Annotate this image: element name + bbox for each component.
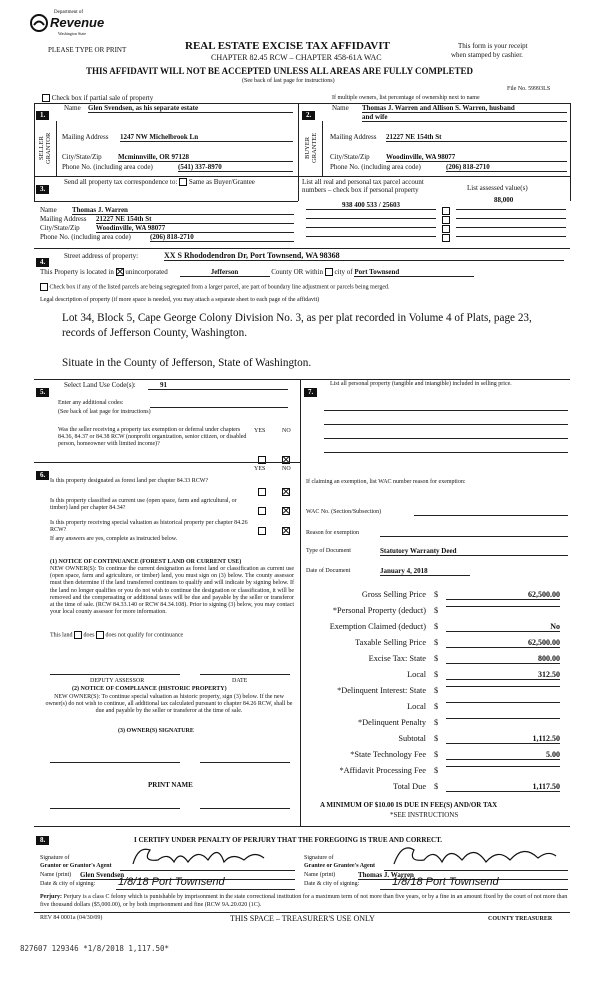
situate: Situate in the County of Jefferson, State of Washington.: [62, 357, 312, 369]
historic-no-checkbox[interactable]: [282, 527, 290, 535]
tax-row-value: 5.00: [446, 750, 560, 760]
partial-sale-checkbox[interactable]: [42, 94, 50, 102]
legal-description-2: records of Jefferson County, Washington.: [62, 327, 248, 339]
form-title: REAL ESTATE EXCISE TAX AFFIDAVIT: [185, 40, 390, 52]
document-type: Statutory Warranty Deed: [380, 547, 568, 556]
notice-continuance: NEW OWNER(S): To continue the current designation as forest land or classification as current use (open space, farm and agriculture, or timber) land, you must sign on (3) below. The county assessor must then determine if the land transferred continues to qualify and will indicate by signing below. If the land no longer qualifies or you do not wish to continue the designation or classification, it will be removed and the compensating or additional taxes will be due and payable by the seller or transferor at the time of sale. (RCW 84.33.140 or RCW 84.34.108). Prior to signing (3) below, you may contact your local county assessor for more information.: [50, 566, 294, 616]
buyer-phone: (206) 818-2710: [446, 163, 567, 172]
tax-row-currency: $: [434, 606, 439, 615]
buyer-city: Woodinville, WA 98077: [386, 153, 567, 162]
personal-property-checkbox-4[interactable]: [442, 234, 450, 242]
tax-row-value: [446, 686, 560, 687]
perjury-notice: Perjury: Perjury is a class C felony which is punishable by imprisonment in the state correctional institution for a maximum term of not more than five years, or by a fine in an amount fixed by the court of not more than five thousand dollars ($5,000.00), or by both imprisonment and fine (RCW 9A.20.020 (1C).: [40, 894, 568, 908]
seller-city: Mcminnville, OR 97128: [118, 153, 293, 162]
grantor-print-name: Glen Svendsen: [80, 871, 295, 880]
tax-row-value: [446, 766, 560, 767]
tax-row-label: *Affidavit Processing Fee: [339, 766, 426, 775]
grantee-signature: [390, 840, 560, 872]
current-use-yes-checkbox[interactable]: [258, 507, 266, 515]
buyer-address: 21227 NE 154th St: [386, 133, 567, 142]
assessed-value: 88,000: [494, 196, 514, 204]
segregated-checkbox[interactable]: [40, 283, 48, 291]
within-city-checkbox[interactable]: [325, 268, 333, 276]
tax-row-value: [446, 606, 560, 607]
tax-row-label: *Delinquent Penalty: [358, 718, 426, 727]
tax-row-value: No: [446, 622, 560, 632]
tax-row-value: 1,112.50: [446, 734, 560, 744]
file-no: File No. 59993LS: [507, 86, 551, 92]
county: Jefferson: [180, 268, 270, 277]
cashier-stamp: 827607 129346 *1/8/2018 1,117.50*: [20, 944, 170, 953]
unincorporated-checkbox[interactable]: [116, 268, 124, 276]
tax-row-value: 312.50: [446, 670, 560, 680]
tax-row-label: Local: [407, 702, 426, 711]
tax-name: Thomas J. Warren: [72, 206, 294, 215]
buyer-name-1: Thomas J. Warren and Allison S. Warren, husband: [362, 104, 567, 113]
tax-row-label: Taxable Selling Price: [355, 638, 426, 647]
seller-phone: (541) 337-8970: [178, 163, 293, 172]
tax-row-currency: $: [434, 590, 439, 599]
land-use-code: 91: [148, 381, 288, 390]
revenue-logo-icon: [30, 14, 48, 32]
forest-no-checkbox[interactable]: [282, 488, 290, 496]
historic-yes-checkbox[interactable]: [258, 527, 266, 535]
tax-row-label: Total Due: [393, 782, 426, 791]
tax-row-value: [446, 702, 560, 703]
seller-address: 1247 NW Michelbrook Ln: [120, 133, 293, 142]
forest-yes-checkbox[interactable]: [258, 488, 266, 496]
tax-row-label: *State Technology Fee: [350, 750, 426, 759]
seller-name: Glen Svendsen, as his separate estate: [88, 104, 293, 113]
please-type: PLEASE TYPE OR PRINT: [48, 46, 127, 54]
revenue-logo: Department of Revenue Washington State: [30, 8, 92, 38]
tax-row-value: 62,500.00: [446, 638, 560, 648]
treasurer-use: THIS SPACE – TREASURER'S USE ONLY: [230, 914, 375, 923]
tax-row-currency: $: [434, 766, 439, 775]
tax-row-currency: $: [434, 654, 439, 663]
tax-row-currency: $: [434, 686, 439, 695]
grantor-date-city: 1/8/18 Port Townsend: [118, 876, 225, 888]
rev-number: REV 84 0001a (04/30/09): [40, 915, 103, 921]
land-does-not-checkbox[interactable]: [96, 631, 104, 639]
certify: I CERTIFY UNDER PENALTY OF PERJURY THAT THE FOREGOING IS TRUE AND CORRECT.: [134, 836, 443, 844]
tax-row-value: [446, 718, 560, 719]
tax-row-label: Exemption Claimed (deduct): [329, 622, 426, 631]
tax-row-label: Local: [407, 670, 426, 679]
same-as-buyer-checkbox[interactable]: [179, 178, 187, 186]
tax-row-currency: $: [434, 734, 439, 743]
tax-address: 21227 NE 154th St: [96, 215, 294, 224]
buyer-name-2: and wife: [362, 113, 567, 122]
tax-row-label: Excise Tax: State: [368, 654, 426, 663]
land-does-checkbox[interactable]: [74, 631, 82, 639]
tax-row-currency: $: [434, 622, 439, 631]
tax-row-currency: $: [434, 638, 439, 647]
tax-row-value: 1,117.50: [446, 782, 560, 792]
tax-row-currency: $: [434, 750, 439, 759]
tax-row-currency: $: [434, 782, 439, 791]
exemption-no-checkbox[interactable]: [282, 456, 290, 464]
current-use-no-checkbox[interactable]: [282, 507, 290, 515]
city: Port Townsend: [354, 268, 474, 277]
tax-row-label: *Personal Property (deduct): [332, 606, 426, 615]
tax-row-label: Subtotal: [398, 734, 426, 743]
tax-row-currency: $: [434, 718, 439, 727]
tax-row-label: *Delinquent Interest: State: [337, 686, 426, 695]
chapter: CHAPTER 82.45 RCW – CHAPTER 458-61A WAC: [211, 53, 382, 62]
tax-row-value: 62,500.00: [446, 590, 560, 600]
grantee-print-name: Thomas J. Warren: [358, 871, 568, 880]
tax-row-value: 800.00: [446, 654, 560, 664]
grantee-date-city: 1/8/18 Port Townsend: [392, 876, 499, 888]
property-street: XX S Rhododendron Dr, Port Townsend, WA 98368: [164, 251, 564, 261]
document-date: January 4, 2018: [380, 567, 470, 576]
warning: THIS AFFIDAVIT WILL NOT BE ACCEPTED UNLESS ALL AREAS ARE FULLY COMPLETED: [86, 66, 474, 76]
parcel-number: 938 400 533 / 25603: [306, 201, 436, 210]
notice-compliance: NEW OWNER(S): To continue special valuation as historic property, sign (3) below. If the new owner(s) do not wish to continue, all additional tax calculated pursuant to chapter 84.26 RCW, shall be due and payable by the seller or transferor at the time of sale.: [45, 694, 293, 715]
minimum-due: A MINIMUM OF $10.00 IS DUE IN FEE(S) AND/OR TAX: [320, 801, 498, 809]
tax-row-label: Gross Selling Price: [361, 590, 426, 599]
tax-row-currency: $: [434, 670, 439, 679]
grantor-signature: [128, 842, 268, 872]
legal-description-1: Lot 34, Block 5, Cape George Colony Division No. 3, as per plat recorded in Volume 4 of Plats, page 23,: [62, 312, 532, 324]
tax-row-currency: $: [434, 702, 439, 711]
tax-city: Woodinville, WA 98077: [96, 224, 294, 233]
exemption-yes-checkbox[interactable]: [258, 456, 266, 464]
tax-phone: (206) 818-2710: [150, 233, 294, 242]
